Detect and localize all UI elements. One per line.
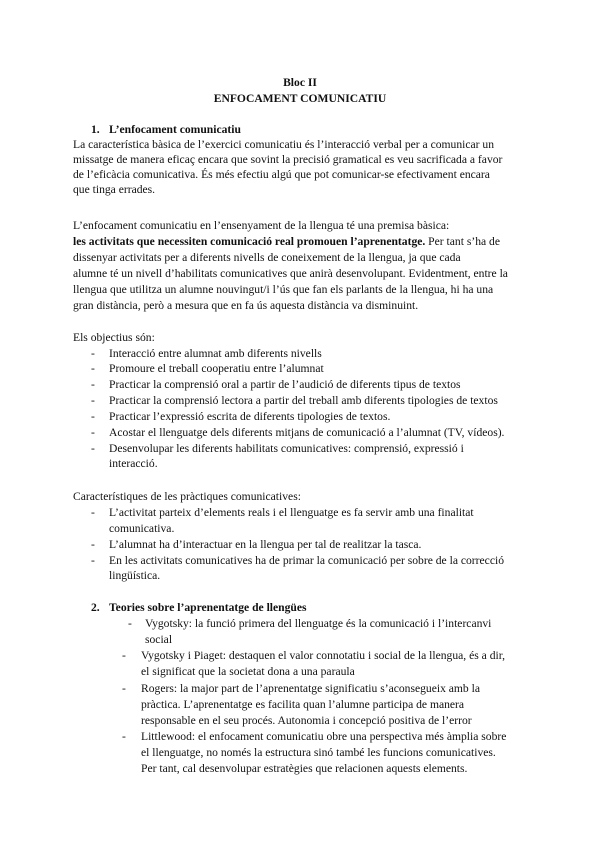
section1-number: 1. [91,123,100,136]
section1-heading: L’enfocament comunicatiu [109,123,241,136]
theory-item-continuation: pràctica. L’aprenentatge es facilita quan l’alumne participa de manera [141,698,465,711]
bullet-dash: - [91,362,95,375]
characteristic-item: En les activitats comunicatives ha de primar la comunicació per sobre de la correcció [109,554,504,567]
para2-line: L’enfocament comunicatiu en l’ensenyament de la llengua té una premisa bàsica: [73,219,450,232]
objective-item: Practicar la comprensió lectora a partir del treball amb diferents tipologies de textos [109,394,498,407]
theory-item-continuation: el llenguatge, no només la estructura sinó també les funcions comunicatives. [141,746,496,759]
bullet-dash: - [122,730,126,743]
bullet-dash: - [91,394,95,407]
para1-line: missatge de manera eficaç encara que sovint la precisió gramatical es veu sacrificada a favor [73,153,503,166]
section2-heading: Teories sobre l’aprenentatge de llengües [109,601,307,614]
bullet-dash: - [91,538,95,551]
bullet-dash: - [91,442,95,455]
characteristics-intro: Característiques de les pràctiques comunicatives: [73,490,301,503]
theory-item-continuation: social [145,633,173,646]
objective-item: Promoure el treball cooperatiu entre l’alumnat [109,362,324,375]
characteristic-item: L’alumnat ha d’interactuar en la llengua per tal de realitzar la tasca. [109,538,422,551]
objective-item-continuation: interacció. [109,457,158,470]
para2-line-mixed [73,234,500,249]
bullet-dash: - [122,649,126,662]
objective-item: Practicar l’expressió escrita de diferents tipologies de textos. [109,410,391,423]
bullet-dash: - [91,347,95,360]
theory-item: Vygotsky i Piaget: destaquen el valor connotatiu i social de la llengua, és a dir, [141,649,506,662]
para2-line: alumne té un nivell d’habilitats comunicatives que anirà desenvolupant. Evidentment, entre la [73,267,508,280]
theory-item-continuation: responsable en el seu procés. Autonomia i concepció positiva de l’error [141,714,472,727]
para2-line: llengua que utilitza un alumne nouvingut/i l’ús que fan els parlants de la llengua, hi ha una [73,283,494,296]
para1-line: La característica bàsica de l’exercici comunicatiu és l’interacció verbal per a comunicar un [73,138,495,151]
section2-number: 2. [91,601,100,614]
objective-item: Practicar la comprensió oral a partir de l’audició de diferents tipus de textos [109,378,461,391]
objective-item: Acostar el llenguatge dels diferents mitjans de comunicació a l’alumnat (TV, vídeos). [109,426,505,439]
characteristic-item-continuation: lingüística. [109,569,161,582]
para2-line: dissenyar activitats per a diferents nivells de coneixement de la llengua, ja que cada [73,251,461,264]
objective-item: Desenvolupar les diferents habilitats comunicatives: comprensió, expressió i [109,442,464,455]
page-title: ENFOCAMENT COMUNICATIU [213,92,387,105]
objective-item: Interacció entre alumnat amb diferents nivells [109,347,322,360]
bullet-dash: - [91,554,95,567]
para2-line: gran distància, però a mesura que en fa ús aquesta distància va disminuint. [73,299,419,312]
bullet-dash: - [91,410,95,423]
bullet-dash: - [91,506,95,519]
para1-line: que tinga errades. [73,183,156,196]
bullet-dash: - [122,682,126,695]
bloc-label: Bloc II [283,76,317,89]
bullet-dash: - [91,378,95,391]
theory-item-continuation: el significat que la societat dona a una paraula [141,665,355,678]
theory-item-continuation: Per tant, cal desenvolupar estratègies que relacionen aquests elements. [141,762,468,775]
bullet-dash: - [91,426,95,439]
para2-continuation: Per tant s’ha de [425,235,500,248]
theory-item: Rogers: la major part de l’aprenentatge significatiu s’aconsegueix amb la [141,682,480,695]
premise-bold-text: les activitats que necessiten comunicació real promouen l’aprenentatge. [73,235,426,248]
characteristic-item: L’activitat parteix d’elements reals i el llenguatge es fa servir amb una finalitat [109,506,474,519]
theory-item: Littlewood: el enfocament comunicatiu obre una perspectiva més àmplia sobre [141,730,507,743]
objectives-intro: Els objectius són: [73,331,155,344]
theory-item: Vygotsky: la funció primera del llenguatge és la comunicació i l’intercanvi [145,617,492,630]
bullet-dash: - [128,617,132,630]
para1-line: de l’eficàcia comunicativa. És més efectiu algú que pot comunicar-se efectivament encara [73,168,490,181]
characteristic-item-continuation: comunicativa. [109,522,175,535]
